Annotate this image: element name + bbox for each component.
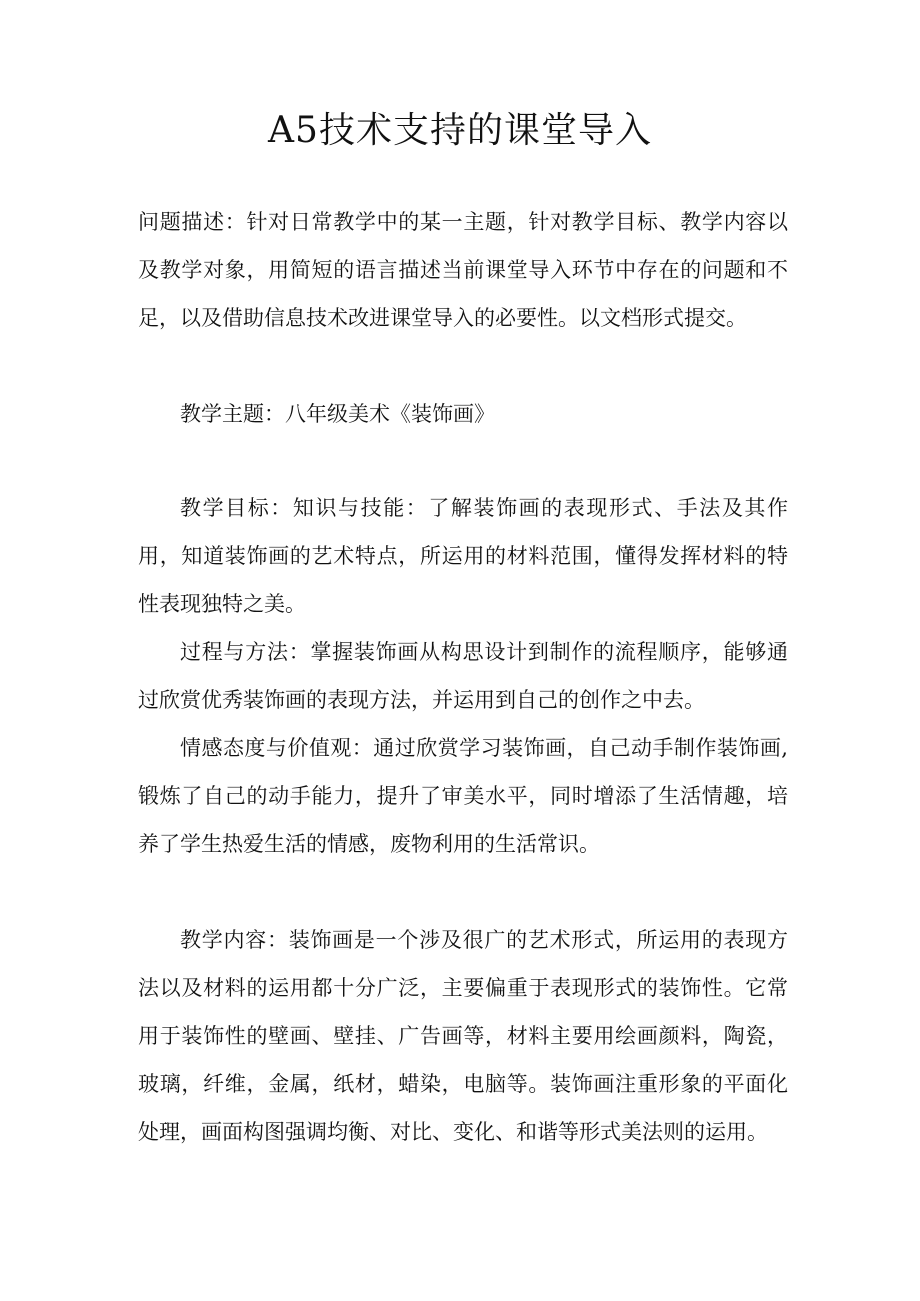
teaching-content-paragraph: 教学内容：装饰画是一个涉及很广的艺术形式，所运用的表现方法以及材料的运用都十分广泛，主要偏重于表现形式的装饰性。它常用于装饰性的壁画、壁挂、广告画等，材料主要用绘画颜料，陶瓷，玻璃，纤维，金属，纸材，蜡染，电脑等。装饰画注重形象的平面化处理，画面构图强调均衡、对比、变化、和谐等形式美法则的运用。 [138,928,788,1144]
document-title: A5技术支持的课堂导入 [268,110,652,151]
process-method-paragraph: 过程与方法：掌握装饰画从构思设计到制作的流程顺序，能够通过欣赏优秀装饰画的表现方法，并运用到自己的创作之中去。 [138,640,788,712]
emotion-values-paragraph: 情感态度与价值观：通过欣赏学习装饰画，自己动手制作装饰画,锻炼了自己的动手能力，提升了审美水平，同时增添了生活情趣，培养了学生热爱生活的情感，废物利用的生活常识。 [138,736,788,856]
problem-description-paragraph: 问题描述：针对日常教学中的某一主题，针对教学目标、教学内容以及教学对象，用简短的语言描述当前课堂导入环节中存在的问题和不足，以及借助信息技术改进课堂导入的必要性。以文档形式提交。 [138,210,788,330]
teaching-goal-paragraph: 教学目标：知识与技能：了解装饰画的表现形式、手法及其作用，知道装饰画的艺术特点，所运用的材料范围，懂得发挥材料的特性表现独特之美。 [138,496,788,616]
teaching-topic-paragraph: 教学主题：八年级美术《装饰画》 [180,402,495,426]
